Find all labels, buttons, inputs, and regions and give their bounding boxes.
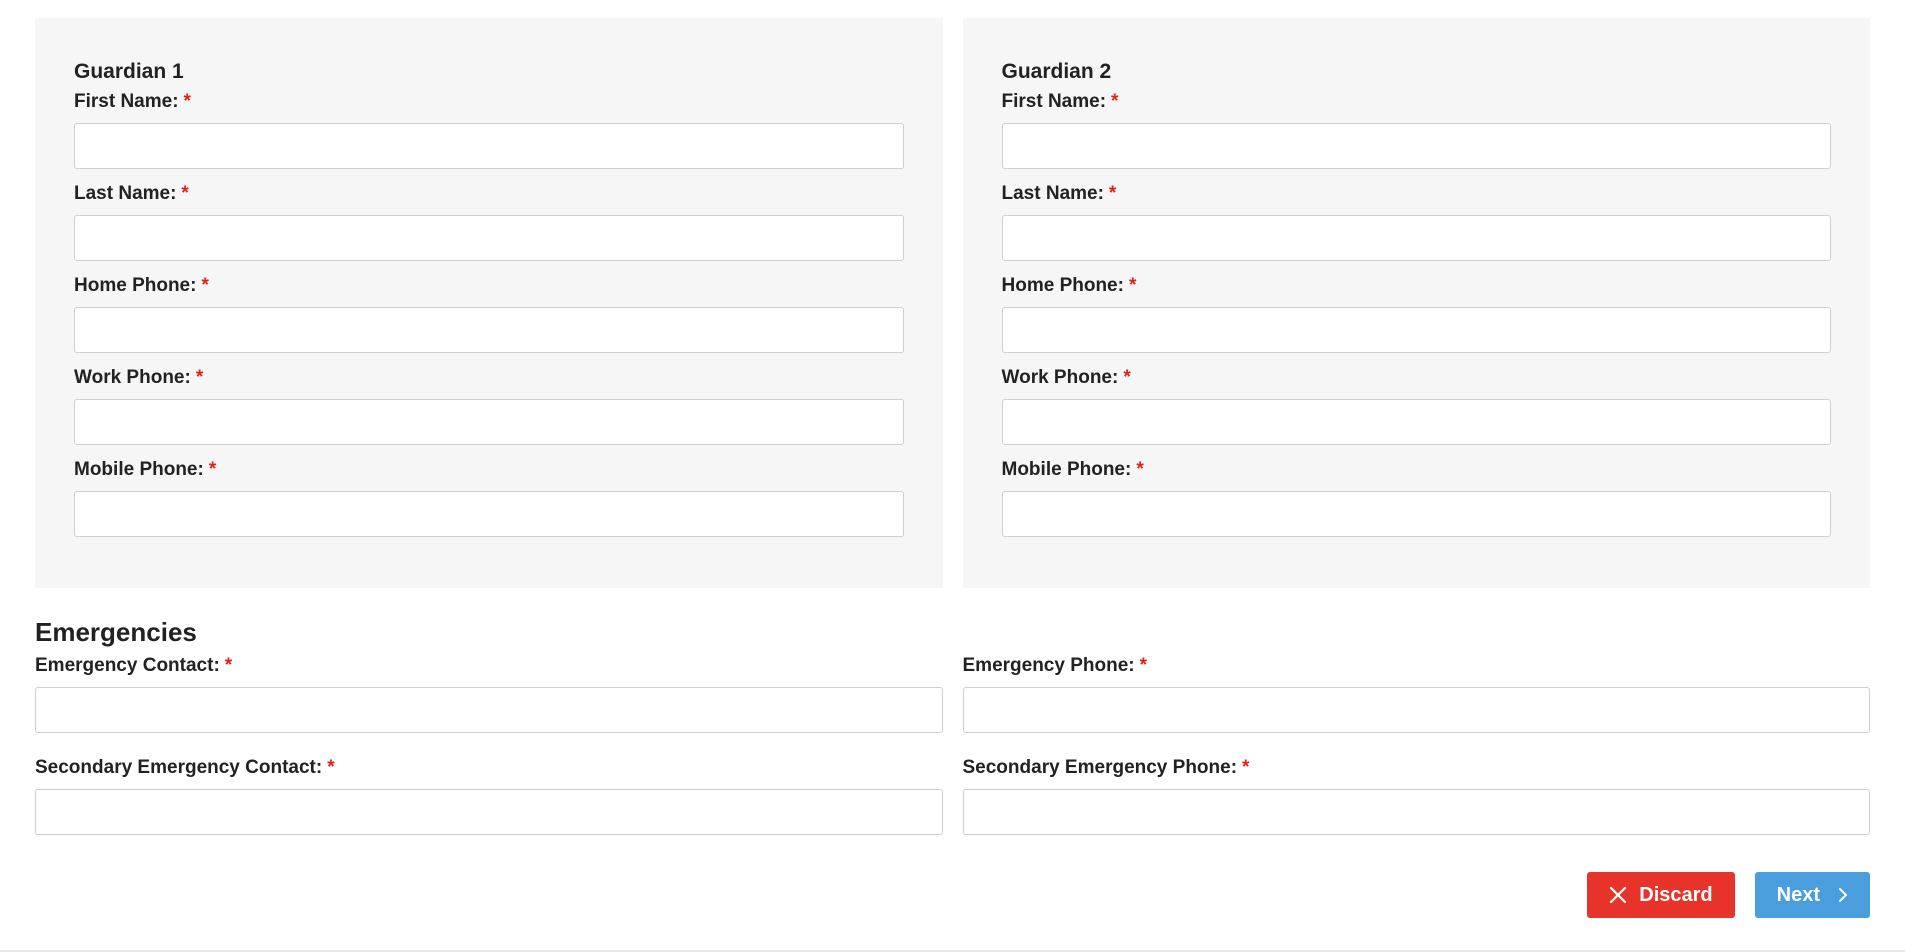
secondary-emergency-phone-input[interactable]	[963, 789, 1871, 835]
guardian-2-work-phone-label	[1002, 364, 1832, 392]
emergencies-section	[35, 612, 1870, 856]
guardian-2-first-name-field	[1002, 88, 1832, 169]
guardian-1-last-name-label	[74, 180, 904, 208]
guardian-1-mobile-phone-input[interactable]	[74, 491, 904, 537]
required-asterisk: *	[201, 275, 209, 296]
required-asterisk: *	[1111, 91, 1119, 112]
field-label-text: Work Phone:	[1001, 367, 1119, 388]
guardian-1-work-phone-input[interactable]	[74, 399, 904, 445]
guardian-2-home-phone-field	[1002, 272, 1832, 353]
secondary-emergency-contact-input[interactable]	[35, 789, 943, 835]
field-label-text: Work Phone:	[74, 367, 191, 388]
required-asterisk: *	[327, 757, 335, 778]
emergency-contact-label	[35, 652, 943, 680]
guardian-1-home-phone-field	[74, 272, 904, 353]
field-label-text: Last Name:	[1001, 183, 1104, 204]
guardians-section	[35, 18, 1870, 588]
required-asterisk: *	[1136, 459, 1144, 480]
guardian-1-work-phone-label	[74, 364, 904, 392]
required-asterisk: *	[224, 655, 233, 676]
guardian-1-first-name-label	[74, 88, 904, 116]
emergency-contact-field	[35, 652, 943, 754]
guardian-2-home-phone-label	[1002, 272, 1832, 300]
guardian-1-first-name-input[interactable]	[74, 123, 904, 169]
required-asterisk: *	[1108, 183, 1117, 204]
emergencies-grid	[35, 652, 1870, 856]
discard-button[interactable]	[1587, 872, 1734, 918]
field-label-text: First Name:	[74, 91, 179, 112]
required-asterisk: *	[195, 367, 204, 388]
field-label-text: Secondary Emergency Contact:	[35, 757, 323, 778]
emergency-phone-field	[963, 652, 1871, 754]
guardian-2-panel	[963, 18, 1871, 588]
guardian-2-last-name-input[interactable]	[1002, 215, 1832, 261]
guardian-1-panel	[35, 18, 943, 588]
guardian-1-mobile-phone-label	[74, 456, 904, 484]
guardian-1-title: Guardian 1	[74, 60, 184, 83]
emergency-contact-input[interactable]	[35, 687, 943, 733]
secondary-emergency-phone-field	[963, 754, 1871, 856]
guardian-2-mobile-phone-label	[1002, 456, 1832, 484]
required-asterisk: *	[183, 91, 191, 112]
required-asterisk: *	[208, 459, 217, 480]
emergency-phone-input[interactable]	[963, 687, 1871, 733]
required-asterisk: *	[1123, 367, 1131, 388]
guardian-2-work-phone-field	[1002, 364, 1832, 445]
secondary-emergency-phone-label	[963, 754, 1871, 782]
field-label-text: First Name:	[1001, 91, 1107, 112]
guardian-2-mobile-phone-input[interactable]	[1002, 491, 1832, 537]
field-label-text: Emergency Phone:	[962, 655, 1135, 676]
guardian-1-mobile-phone-field	[74, 456, 904, 537]
required-asterisk: *	[1128, 275, 1137, 296]
guardian-2-mobile-phone-field	[1002, 456, 1832, 537]
field-label-text: Mobile Phone:	[1001, 459, 1132, 480]
next-button-label: Next	[1776, 883, 1820, 906]
guardian-1-last-name-field	[74, 180, 904, 261]
field-label-text: Mobile Phone:	[74, 459, 204, 480]
guardian-2-work-phone-input[interactable]	[1002, 399, 1832, 445]
required-asterisk: *	[1139, 655, 1148, 676]
emergencies-title: Emergencies	[35, 617, 197, 647]
emergency-phone-label	[963, 652, 1871, 680]
guardian-2-last-name-label	[1002, 180, 1832, 208]
guardian-2-last-name-field	[1002, 180, 1832, 261]
guardian-1-work-phone-field	[74, 364, 904, 445]
required-asterisk: *	[1242, 757, 1250, 778]
guardian-2-first-name-label	[1002, 88, 1832, 116]
discard-button-label: Discard	[1639, 883, 1713, 906]
next-button[interactable]	[1755, 872, 1870, 918]
field-label-text: Emergency Contact:	[35, 655, 220, 676]
secondary-emergency-contact-label	[35, 754, 943, 782]
guardian-1-home-phone-label	[74, 272, 904, 300]
field-label-text: Last Name:	[74, 183, 177, 204]
secondary-emergency-contact-field	[35, 754, 943, 856]
field-label-text: Home Phone:	[1001, 275, 1124, 296]
chevron-right-icon	[1838, 887, 1848, 903]
guardian-1-first-name-field	[74, 88, 904, 169]
field-label-text: Secondary Emergency Phone:	[962, 757, 1238, 778]
guardian-2-home-phone-input[interactable]	[1002, 307, 1832, 353]
required-asterisk: *	[181, 183, 189, 204]
guardian-2-title: Guardian 2	[1001, 60, 1112, 83]
guardian-2-first-name-input[interactable]	[1002, 123, 1832, 169]
guardian-1-home-phone-input[interactable]	[74, 307, 904, 353]
form-actions	[1587, 872, 1870, 918]
field-label-text: Home Phone:	[74, 275, 197, 296]
close-icon	[1609, 886, 1627, 904]
guardian-1-last-name-input[interactable]	[74, 215, 904, 261]
